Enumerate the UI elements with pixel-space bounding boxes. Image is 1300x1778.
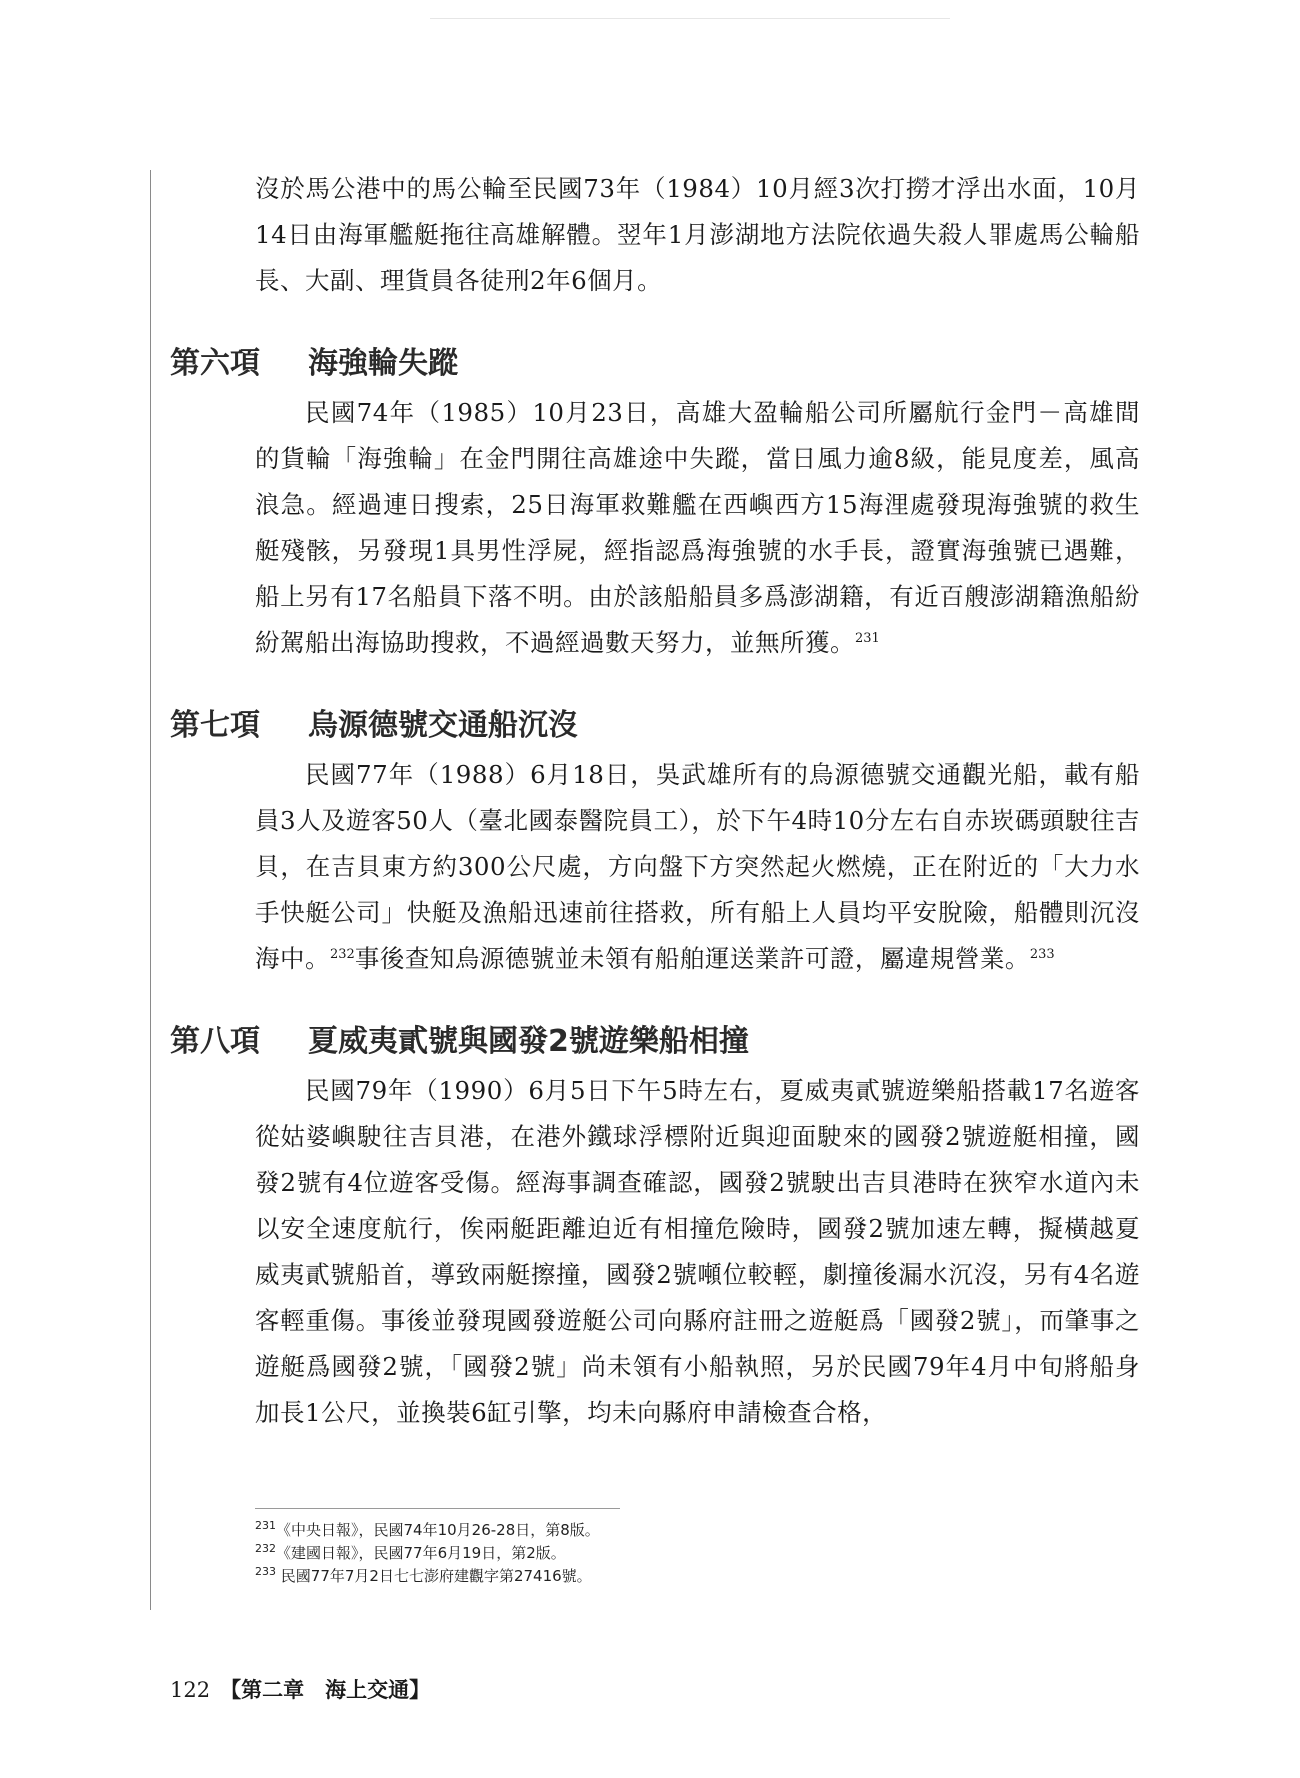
margin-rule [150, 170, 151, 1610]
section-number: 第六項 [170, 346, 260, 381]
header-rule [430, 18, 950, 19]
section-heading-6 [170, 342, 1140, 386]
footnote-text: 《建國日報》，民國77年6月19日，第2版。 [276, 1544, 566, 1562]
intro-paragraph [170, 166, 1140, 304]
section-6-paragraph [170, 390, 1140, 666]
paragraph-text: 民國79年（1990）6月5日下午5時左右，夏威夷貳號遊樂船搭載17名遊客從姑婆嶼駛往吉貝港，在港外鐵球浮標附近與迎面駛來的國發2號遊艇相撞，國發2號有4位遊客受傷。經海事調查確認，國發2號駛出吉貝港時在狹窄水道內未以安全速度航行，俟兩艇距離迫近有相撞危險時，國發2號加速左轉，擬橫越夏威夷貳號船首，導致兩艇擦撞，國發2號噸位較輕，劇撞後漏水沉沒，另有4名遊客輕重傷。事後並發現國發遊艇公司向縣府註冊之遊艇爲「國發2號」，而肇事之遊艇爲國發2號，「國發2號」尚未領有小船執照，另於民國79年4月中旬將船身加長1公尺，並換裝6缸引擎，均未向縣府申請檢查合格， [255, 1076, 1140, 1427]
section-title: 夏威夷貳號與國發2號遊樂船相撞 [308, 1024, 749, 1059]
section-8-paragraph [170, 1068, 1140, 1436]
section-number: 第七項 [170, 708, 260, 743]
intro-text: 沒於馬公港中的馬公輪至民國73年（1984）10月經3次打撈才浮出水面，10月14日由海軍艦艇拖往高雄解體。翌年1月澎湖地方法院依過失殺人罪處馬公輪船長、大副、理貨員各徒刑2年6個月。 [255, 174, 1140, 295]
chapter-label: 【第二章 海上交通】 [220, 1677, 431, 1702]
footnote-rule [255, 1508, 620, 1509]
footnote-232 [255, 1542, 975, 1565]
page-number: 122 [170, 1678, 211, 1702]
section-title: 烏源德號交通船沉沒 [308, 708, 578, 743]
section-heading-7 [170, 704, 1140, 748]
page-body [170, 166, 1140, 1436]
footnote-text: 民國77年7月2日七七澎府建觀字第27416號。 [280, 1567, 592, 1585]
page-footer [170, 1674, 430, 1704]
section-heading-8 [170, 1020, 1140, 1064]
paragraph-text: 民國74年（1985）10月23日，高雄大盈輪船公司所屬航行金門－高雄間的貨輪「海強輪」在金門開往高雄途中失蹤，當日風力逾8級，能見度差，風高浪急。經過連日搜索，25日海軍救難艦在西嶼西方15海浬處發現海強號的救生艇殘骸，另發現1具男性浮屍，經指認爲海強號的水手長，證實海強號已遇難，船上另有17名船員下落不明。由於該船船員多爲澎湖籍，有近百艘澎湖籍漁船紛紛駕船出海協助搜救，不過經過數天努力，並無所獲。 [255, 398, 1140, 657]
footnote-233 [255, 1565, 975, 1588]
footnote-ref[interactable]: 231 [855, 630, 880, 646]
footnote-ref[interactable]: 233 [1029, 946, 1055, 962]
footnote-number: 232 [255, 1542, 276, 1555]
section-number: 第八項 [170, 1024, 260, 1059]
section-title: 海強輪失蹤 [308, 346, 458, 381]
footnote-number: 233 [255, 1565, 276, 1578]
footnote-number: 231 [255, 1519, 276, 1532]
footnote-231 [255, 1519, 975, 1542]
footnote-text: 《中央日報》，民國74年10月26-28日，第8版。 [276, 1521, 600, 1539]
section-7-paragraph [170, 752, 1140, 982]
footnotes [255, 1508, 975, 1588]
footnote-ref[interactable]: 232 [330, 946, 355, 962]
paragraph-text: 事後查知烏源德號並未領有船舶運送業許可證，屬違規營業。 [354, 944, 1030, 973]
paragraph-text: 民國77年（1988）6月18日，吳武雄所有的烏源德號交通觀光船，載有船員3人及遊客50人（臺北國泰醫院員工），於下午4時10分左右自赤崁碼頭駛往吉貝，在吉貝東方約300公尺處，方向盤下方突然起火燃燒，正在附近的「大力水手快艇公司」快艇及漁船迅速前往搭救，所有船上人員均平安脫險，船體則沉沒海中。 [255, 760, 1140, 973]
